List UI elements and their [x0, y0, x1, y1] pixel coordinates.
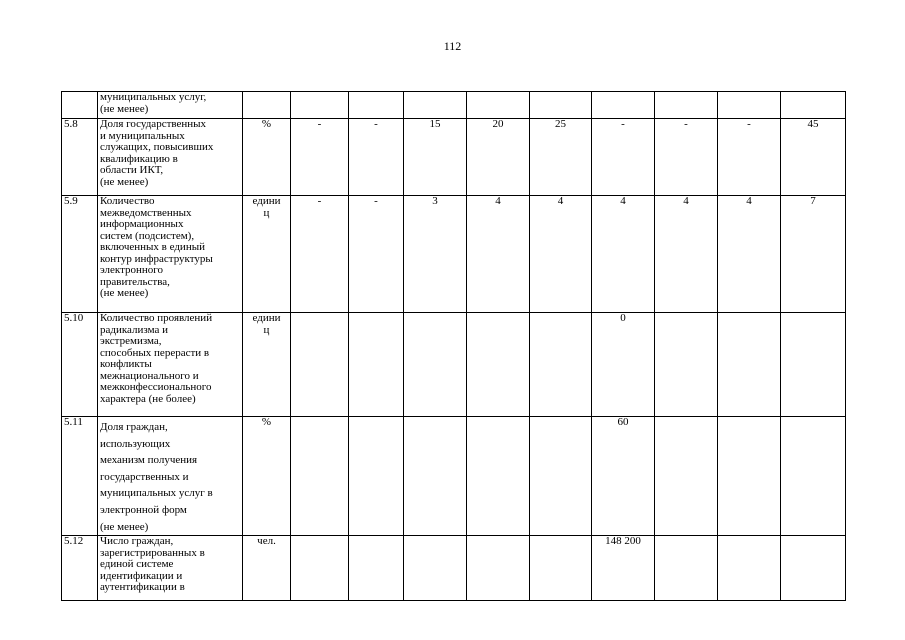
value-cell: 3 — [404, 196, 467, 313]
table-row — [62, 313, 846, 417]
value-cell: - — [349, 119, 404, 196]
table-row — [62, 196, 846, 313]
indicator-name-cell: муниципальных услуг, (не менее) — [98, 92, 243, 119]
value-cell — [718, 536, 781, 601]
value-cell: 4 — [655, 196, 718, 313]
value-cell — [404, 313, 467, 417]
value-cell: - — [291, 119, 349, 196]
value-cell — [530, 417, 592, 536]
row-number-cell: 5.9 — [62, 196, 98, 313]
value-cell: 4 — [530, 196, 592, 313]
value-cell — [655, 536, 718, 601]
value-cell: - — [718, 119, 781, 196]
unit-cell: % — [243, 119, 291, 196]
value-cell: 45 — [781, 119, 846, 196]
table-row — [62, 92, 846, 119]
value-cell — [718, 417, 781, 536]
value-cell — [404, 92, 467, 119]
unit-cell: % — [243, 417, 291, 536]
row-number-cell: 5.12 — [62, 536, 98, 601]
row-number-cell: 5.11 — [62, 417, 98, 536]
value-cell — [291, 417, 349, 536]
row-number-cell: 5.10 — [62, 313, 98, 417]
value-cell — [467, 536, 530, 601]
table-row — [62, 536, 846, 601]
indicator-name-cell: Число граждан, зарегистрированных в единой системе идентификации и аутентификации в — [98, 536, 243, 601]
indicator-name-cell: Доля граждан, использующих механизм получения государственных и муниципальных услуг в электронной форм (не менее) — [98, 417, 243, 536]
value-cell: 25 — [530, 119, 592, 196]
value-cell — [467, 92, 530, 119]
value-cell — [655, 313, 718, 417]
value-cell: 0 — [592, 313, 655, 417]
value-cell: 60 — [592, 417, 655, 536]
indicator-name-cell: Количество межведомственных информационных систем (подсистем), включенных в единый контур инфраструктуры электронного правительства, (не менее) — [98, 196, 243, 313]
value-cell — [655, 417, 718, 536]
row-number-cell: 5.8 — [62, 119, 98, 196]
value-cell — [655, 92, 718, 119]
indicators-table — [61, 91, 846, 601]
unit-cell: едини ц — [243, 313, 291, 417]
value-cell — [718, 313, 781, 417]
value-cell — [404, 536, 467, 601]
value-cell — [349, 536, 404, 601]
table-row — [62, 119, 846, 196]
value-cell: 4 — [718, 196, 781, 313]
value-cell — [781, 92, 846, 119]
value-cell — [781, 313, 846, 417]
value-cell: 4 — [467, 196, 530, 313]
value-cell — [349, 313, 404, 417]
value-cell — [349, 417, 404, 536]
indicator-name-cell: Количество проявлений радикализма и экстремизма, способных перерасти в конфликты межнационального и межконфессионального характера (не более) — [98, 313, 243, 417]
indicator-name-cell: Доля государственных и муниципальных служащих, повысивших квалификацию в области ИКТ, (не менее) — [98, 119, 243, 196]
value-cell — [781, 536, 846, 601]
value-cell: 7 — [781, 196, 846, 313]
value-cell — [291, 536, 349, 601]
value-cell — [404, 417, 467, 536]
unit-cell — [243, 92, 291, 119]
value-cell — [349, 92, 404, 119]
table-row — [62, 417, 846, 536]
value-cell: 15 — [404, 119, 467, 196]
row-number-cell — [62, 92, 98, 119]
value-cell — [530, 536, 592, 601]
page-number: 112 — [443, 39, 462, 53]
value-cell: - — [349, 196, 404, 313]
value-cell — [592, 92, 655, 119]
table-body — [62, 92, 846, 601]
value-cell: - — [592, 119, 655, 196]
value-cell — [781, 417, 846, 536]
value-cell: 20 — [467, 119, 530, 196]
value-cell — [718, 92, 781, 119]
value-cell — [467, 417, 530, 536]
value-cell — [291, 313, 349, 417]
value-cell — [530, 313, 592, 417]
unit-cell: едини ц — [243, 196, 291, 313]
value-cell — [291, 92, 349, 119]
value-cell — [467, 313, 530, 417]
value-cell: 148 200 — [592, 536, 655, 601]
value-cell — [530, 92, 592, 119]
unit-cell: чел. — [243, 536, 291, 601]
value-cell: - — [291, 196, 349, 313]
value-cell: 4 — [592, 196, 655, 313]
value-cell: - — [655, 119, 718, 196]
